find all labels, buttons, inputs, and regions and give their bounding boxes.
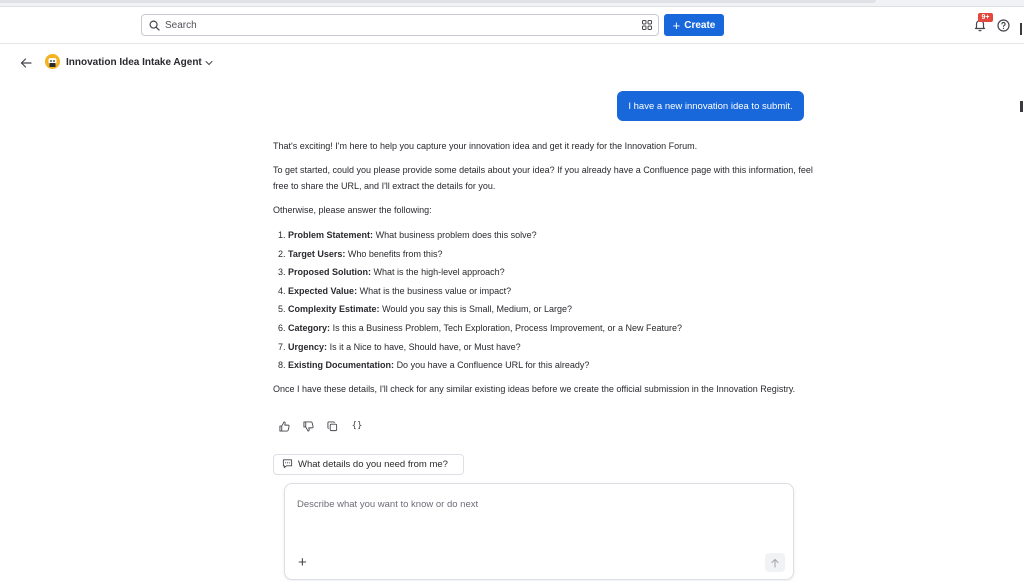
list-item-text: Would you say this is Small, Medium, or Large? <box>382 304 572 315</box>
question-list <box>273 226 813 375</box>
list-item-text: What is the high-level approach? <box>373 267 505 278</box>
browser-top-strip <box>0 0 1024 7</box>
list-item-label: Complexity Estimate: <box>288 304 380 315</box>
list-item-label: Urgency: <box>288 341 328 352</box>
side-panel-edge <box>1020 101 1023 112</box>
agent-reply <box>273 138 813 405</box>
top-navigation-bar <box>0 7 1024 44</box>
send-button[interactable] <box>765 553 785 572</box>
list-item <box>273 300 813 319</box>
suggestion-chip[interactable] <box>273 454 464 475</box>
thumbs-up-icon[interactable] <box>278 420 290 432</box>
code-braces-icon[interactable]: {} <box>351 421 363 431</box>
agent-header <box>0 44 1024 82</box>
overflow-edge <box>1020 23 1022 35</box>
list-item-number: 4. <box>278 285 286 296</box>
create-button[interactable] <box>664 14 724 36</box>
list-item-number: 8. <box>278 360 286 371</box>
list-item-text: Do you have a Confluence URL for this already? <box>396 360 590 371</box>
reply-getting-started: To get started, could you please provide some details about your idea? If you already have a Confluence page with this information, feel free to share the URL, and I'll extract the details for you. <box>273 165 813 191</box>
list-item-label: Expected Value: <box>288 285 358 296</box>
message-actions <box>278 420 364 434</box>
chevron-down-icon[interactable] <box>205 59 213 67</box>
list-item-text: What is the business value or impact? <box>359 285 512 296</box>
top-scrollbar[interactable] <box>0 0 876 3</box>
list-item <box>273 263 813 282</box>
create-button-label: Create <box>684 19 716 31</box>
add-attachment-button[interactable]: + <box>298 554 307 571</box>
list-item-label: Proposed Solution: <box>288 267 372 278</box>
copy-icon[interactable] <box>326 420 338 432</box>
reply-otherwise: Otherwise, please answer the following: <box>273 205 432 215</box>
message-composer[interactable] <box>284 483 794 580</box>
search-filter-icon[interactable] <box>642 20 652 30</box>
list-item-text: Who benefits from this? <box>347 248 443 259</box>
composer-placeholder: Describe what you want to know or do next <box>297 499 479 510</box>
agent-avatar-icon <box>45 54 60 69</box>
help-icon[interactable] <box>997 19 1010 32</box>
list-item-number: 3. <box>278 267 286 278</box>
list-item-label: Existing Documentation: <box>288 360 395 371</box>
list-item-label: Target Users: <box>288 248 346 259</box>
list-item-label: Category: <box>288 322 331 333</box>
list-item-text: Is it a Nice to have, Should have, or Must have? <box>329 341 521 352</box>
list-item-number: 5. <box>278 304 286 315</box>
search-placeholder: Search <box>165 19 197 31</box>
reply-intro: That's exciting! I'm here to help you capture your innovation idea and get it ready for the Innovation Forum. <box>273 141 698 151</box>
plus-icon: + <box>672 17 681 33</box>
search-input[interactable] <box>141 14 659 36</box>
list-item-number: 2. <box>278 248 286 259</box>
back-arrow-icon[interactable] <box>20 57 32 69</box>
thumbs-down-icon[interactable] <box>302 420 314 432</box>
list-item <box>273 319 813 338</box>
list-item-number: 6. <box>278 322 286 333</box>
suggestion-chip-label: What details do you need from me? <box>298 459 448 470</box>
list-item <box>273 245 813 264</box>
list-item-text: What business problem does this solve? <box>375 230 537 240</box>
list-item <box>273 338 813 357</box>
arrow-up-icon <box>770 558 780 568</box>
list-item-number: 7. <box>278 341 286 352</box>
reply-closing: Once I have these details, I'll check for any similar existing ideas before we create the official submission in the Innovation Registry. <box>273 383 796 394</box>
list-item <box>273 226 813 245</box>
list-item-text: Is this a Business Problem, Tech Exploration, Process Improvement, or a New Feature? <box>332 322 683 333</box>
search-icon <box>148 19 160 31</box>
user-message-bubble: I have a new innovation idea to submit. <box>617 91 804 121</box>
agent-title[interactable]: Innovation Idea Intake Agent <box>66 57 202 68</box>
notifications-badge: 9+ <box>978 13 993 22</box>
chat-bubble-icon <box>282 458 293 472</box>
list-item-label: Problem Statement: <box>288 230 374 240</box>
list-item <box>273 356 813 375</box>
list-item-number: 1. <box>278 230 286 240</box>
list-item <box>273 282 813 301</box>
